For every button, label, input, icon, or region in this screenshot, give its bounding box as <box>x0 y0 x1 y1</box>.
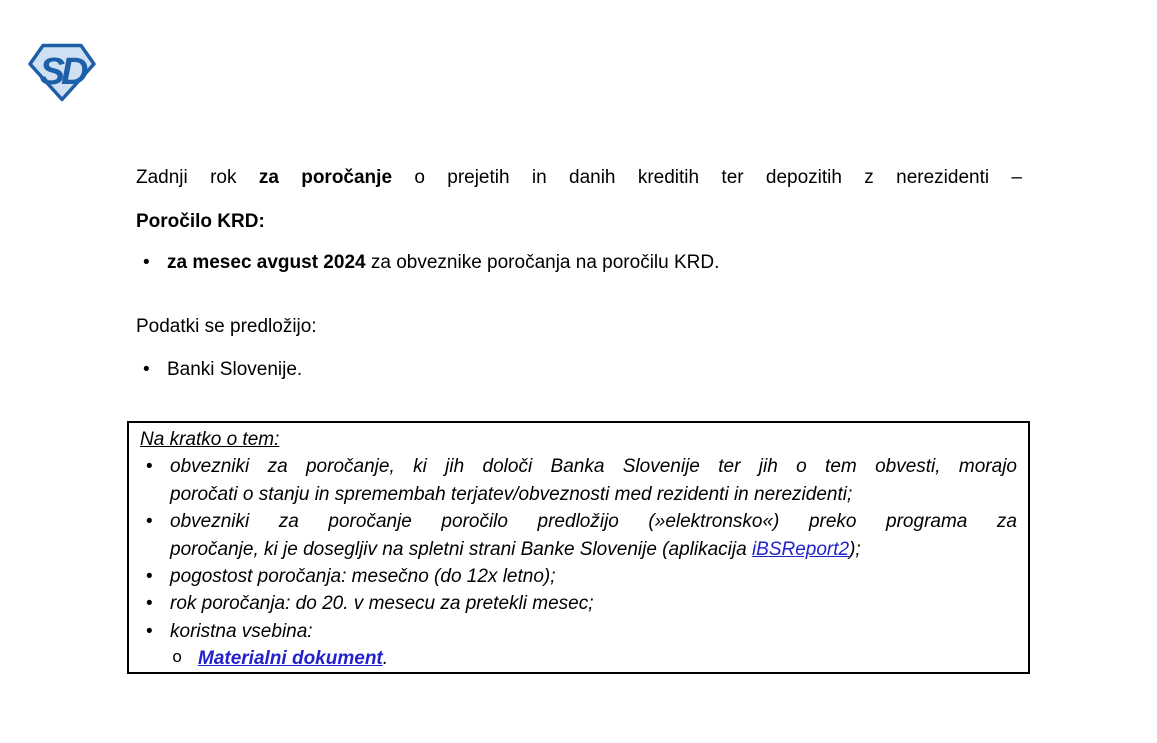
bullet-icon: • <box>146 620 153 642</box>
list-subitem-materialni-text <box>198 645 388 672</box>
bullet-icon: • <box>146 456 153 478</box>
list-item-koristna <box>140 618 1017 645</box>
list-item-obvezniki-2-text <box>170 508 1017 563</box>
bullet-icon: • <box>146 566 153 588</box>
list-item-banki-text: Banki Slovenije. <box>167 359 303 380</box>
sd-logo-letters: SD <box>39 51 85 93</box>
list-item-banki <box>136 358 1022 382</box>
list-subitem-materialni <box>140 645 1017 672</box>
krd-regular-text: za obveznike poročanja na poročilu KRD. <box>365 252 720 273</box>
list-item-pogostost <box>140 563 1017 590</box>
ibsreport2-link[interactable]: iBSReport2 <box>751 538 850 560</box>
sub-bullet-icon: o <box>172 649 183 669</box>
sd-logo <box>28 43 96 102</box>
list-item-rok-text: rok poročanja: do 20. v mesecu za pretekli mesec; <box>170 593 594 615</box>
obvezniki-2-text-end: ); <box>849 538 861 560</box>
list-item-obvezniki-1 <box>140 453 1017 508</box>
obvezniki-2-line-1: obvezniki za poročanje poročilo predložijo (»elektronsko«) preko programa za <box>170 511 1017 533</box>
intro-text-2: o prejetih in danih kreditih ter depozitih z nerezidenti – <box>392 167 1022 188</box>
materialni-dokument-link[interactable]: Materialni dokument <box>198 648 383 670</box>
intro-line-1 <box>136 166 1022 190</box>
info-box-title-text: Na kratko o tem: <box>140 429 280 450</box>
obvezniki-2-line-2 <box>170 536 1017 563</box>
intro-text-1: Zadnji rok <box>136 167 259 188</box>
krd-bold-text: za mesec avgust 2024 <box>167 252 366 273</box>
bullet-icon: • <box>146 593 153 615</box>
list-item-pogostost-text: pogostost poročanja: mesečno (do 12x letno); <box>170 566 556 588</box>
obvezniki-1-line-2: poročati o stanju in spremembah terjatev/obveznosti med rezidenti in nerezidenti; <box>170 483 853 505</box>
obvezniki-2-text: poročanje, ki je dosegljiv na spletni strani Banke Slovenije (aplikacija <box>170 538 752 560</box>
bullet-icon: • <box>143 252 150 273</box>
materialni-period: . <box>382 648 389 670</box>
obvezniki-1-line-1: obvezniki za poročanje, ki jih določi Banka Slovenije ter jih o tem obvesti, morajo <box>170 456 1017 478</box>
intro-line-2: Poročilo KRD: <box>136 211 265 232</box>
bullet-icon: • <box>146 511 153 533</box>
list-item-koristna-text: koristna vsebina: <box>170 620 313 642</box>
intro-text-bold: za poročanje <box>258 167 393 188</box>
bullet-icon: • <box>143 359 150 380</box>
list-item-rok <box>140 590 1017 617</box>
list-item-obvezniki-1-text <box>170 453 1017 508</box>
info-box <box>127 421 1030 674</box>
list-item-obvezniki-2 <box>140 508 1017 563</box>
info-box-title <box>140 426 1017 453</box>
sd-logo-shield-icon <box>28 43 96 102</box>
podatki-heading: Podatki se predložijo: <box>136 316 317 337</box>
list-item-krd-text <box>167 251 719 275</box>
list-item-krd <box>136 251 1022 275</box>
